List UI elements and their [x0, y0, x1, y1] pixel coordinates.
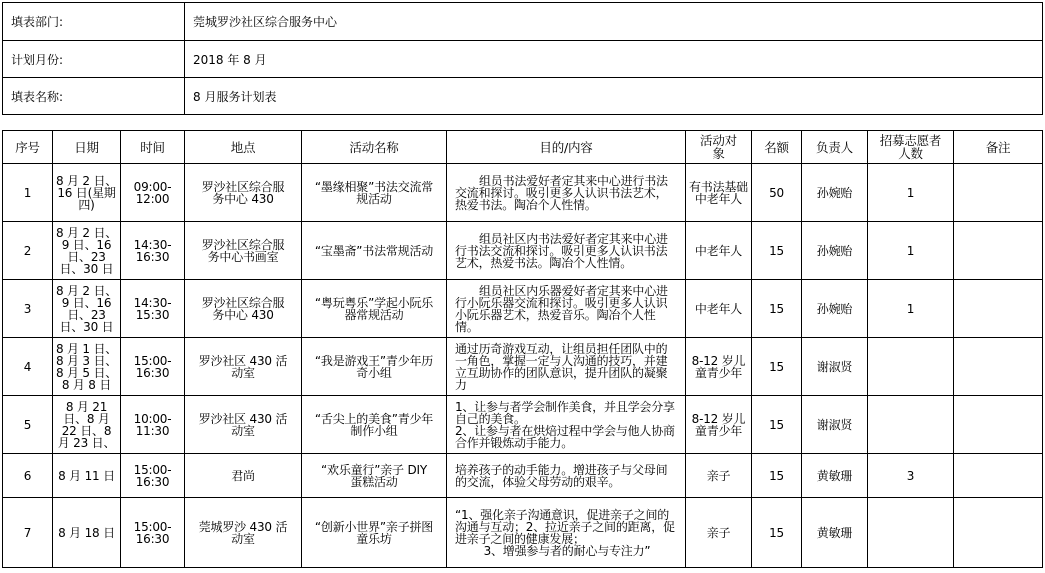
row-note [954, 164, 1043, 222]
row-time: 14:30-15:30 [121, 280, 185, 338]
row-note [954, 222, 1043, 280]
row-target: 中老年人 [686, 280, 752, 338]
row-leader: 孙婉贻 [802, 164, 868, 222]
row-quota: 15 [752, 338, 802, 396]
table-row [3, 396, 1043, 454]
row-purpose-text: 通过历奇游戏互动，让组员担任团队中的一角色，掌握一定与人沟通的技巧，并建立互助协作的团队意识，提升团队的凝聚力 [455, 341, 668, 392]
row-volunteers: 1 [868, 222, 954, 280]
row-note [954, 498, 1043, 568]
row-purpose [447, 396, 686, 454]
row-target: 有书法基础中老年人 [686, 164, 752, 222]
row-place: 罗沙社区 430 活动室 [185, 396, 302, 454]
col-header-place: 地点 [185, 131, 302, 164]
name-value: 8 月服务计划表 [185, 78, 1043, 115]
row-volunteers: 1 [868, 280, 954, 338]
row-volunteers [868, 338, 954, 396]
row-activity: “宝墨斋”书法常规活动 [302, 222, 447, 280]
table-header-row [3, 131, 1043, 164]
row-note [954, 338, 1043, 396]
row-activity: “创新小世界”亲子拼图童乐坊 [302, 498, 447, 568]
row-quota: 15 [752, 498, 802, 568]
row-purpose-item-1: “1、强化亲子沟通意识，促进亲子之间的沟通与互动；2、拉近亲子之间的距离，促进亲子之间的健康发展； [455, 507, 675, 546]
row-volunteers [868, 396, 954, 454]
row-place: 莞城罗沙 430 活动室 [185, 498, 302, 568]
row-quota: 15 [752, 396, 802, 454]
table-row [3, 222, 1043, 280]
row-quota: 15 [752, 280, 802, 338]
row-time: 15:00-16:30 [121, 338, 185, 396]
row-date: 8 月 2 日、9 日、16 日、23 日、30 日 [53, 222, 121, 280]
row-activity: “舌尖上的美食”青少年制作小组 [302, 396, 447, 454]
row-activity: “我是游戏王”青少年历奇小组 [302, 338, 447, 396]
row-purpose-item-2: 2、让参与者在烘焙过程中学会与他人协商合作并锻炼动手能力。 [455, 423, 675, 450]
table-row [3, 280, 1043, 338]
row-time: 09:00-12:00 [121, 164, 185, 222]
row-volunteers: 1 [868, 164, 954, 222]
row-activity: “墨缘相聚”书法交流常规活动 [302, 164, 447, 222]
row-place: 罗沙社区综合服务中心书画室 [185, 222, 302, 280]
row-purpose [447, 280, 686, 338]
row-volunteers: 3 [868, 454, 954, 498]
row-no: 5 [3, 396, 53, 454]
info-row-name [3, 78, 1043, 115]
row-leader: 谢淑贤 [802, 396, 868, 454]
col-header-note: 备注 [954, 131, 1043, 164]
row-quota: 50 [752, 164, 802, 222]
row-note [954, 396, 1043, 454]
row-purpose-text: 培养孩子的动手能力。增进孩子与父母间的交流，体验父母劳动的艰辛。 [455, 462, 668, 489]
row-no: 1 [3, 164, 53, 222]
col-header-leader: 负责人 [802, 131, 868, 164]
row-place: 罗沙社区 430 活动室 [185, 338, 302, 396]
month-label: 计划月份: [3, 41, 185, 78]
row-activity: “粤玩粤乐”学起小阮乐器常规活动 [302, 280, 447, 338]
row-purpose [447, 222, 686, 280]
row-purpose [447, 498, 686, 568]
col-header-purpose: 目的/内容 [447, 131, 686, 164]
name-label: 填表名称: [3, 78, 185, 115]
row-quota: 15 [752, 454, 802, 498]
table-row [3, 164, 1043, 222]
info-table [2, 2, 1043, 115]
row-purpose-text: 组员社区内乐器爱好者定其来中心进行小阮乐器交流和探讨。吸引更多人认识小阮乐器艺术，热爱音乐。陶冶个人性情。 [455, 283, 668, 334]
row-no: 3 [3, 280, 53, 338]
table-row [3, 454, 1043, 498]
row-time: 10:00-11:30 [121, 396, 185, 454]
row-purpose-text: 组员社区内书法爱好者定其来中心进行书法交流和探讨。吸引更多人认识书法艺术，热爱书法。陶冶个人性情。 [455, 231, 668, 270]
col-header-volunteers: 招募志愿者人数 [868, 131, 954, 164]
row-time: 14:30-16:30 [121, 222, 185, 280]
row-volunteers [868, 498, 954, 568]
row-leader: 孙婉贻 [802, 280, 868, 338]
row-no: 6 [3, 454, 53, 498]
col-header-date: 日期 [53, 131, 121, 164]
row-date: 8 月 21 日、8 月 22 日、8 月 23 日、 [53, 396, 121, 454]
month-value: 2018 年 8 月 [185, 41, 1043, 78]
row-date: 8 月 1 日、8 月 3 日、8 月 5 日、8 月 8 日 [53, 338, 121, 396]
row-target: 中老年人 [686, 222, 752, 280]
col-header-quota: 名额 [752, 131, 802, 164]
row-quota: 15 [752, 222, 802, 280]
row-date: 8 月 18 日 [53, 498, 121, 568]
col-header-target: 活动对象 [686, 131, 752, 164]
row-purpose [447, 338, 686, 396]
table-row [3, 338, 1043, 396]
row-purpose [447, 164, 686, 222]
row-target: 8-12 岁儿童青少年 [686, 396, 752, 454]
row-target: 8-12 岁儿童青少年 [686, 338, 752, 396]
col-header-time: 时间 [121, 131, 185, 164]
dept-value: 莞城罗沙社区综合服务中心 [185, 3, 1043, 41]
col-header-activity: 活动名称 [302, 131, 447, 164]
row-no: 4 [3, 338, 53, 396]
row-leader: 谢淑贤 [802, 338, 868, 396]
row-place: 罗沙社区综合服务中心 430 [185, 164, 302, 222]
dept-label: 填表部门: [3, 3, 185, 41]
row-purpose-text: 组员书法爱好者定其来中心进行书法交流和探讨。吸引更多人认识书法艺术，热爱书法。陶冶个人性情。 [455, 173, 668, 212]
info-row-department [3, 3, 1043, 41]
row-date: 8 月 2 日、9 日、16 日、23 日、30 日 [53, 280, 121, 338]
row-note [954, 280, 1043, 338]
row-no: 2 [3, 222, 53, 280]
table-row [3, 498, 1043, 568]
row-purpose-item-2: 3、增强参与者的耐心与专注力” [483, 543, 651, 558]
col-header-no: 序号 [3, 131, 53, 164]
row-purpose-item-1: 1、让参与者学会制作美食，并且学会分享自己的美食。 [455, 399, 675, 426]
plan-table [2, 130, 1043, 568]
row-time: 15:00-16:30 [121, 498, 185, 568]
row-leader: 黄敏珊 [802, 454, 868, 498]
info-row-month [3, 41, 1043, 78]
row-note [954, 454, 1043, 498]
row-leader: 黄敏珊 [802, 498, 868, 568]
row-target: 亲子 [686, 454, 752, 498]
row-target: 亲子 [686, 498, 752, 568]
row-no: 7 [3, 498, 53, 568]
row-purpose [447, 454, 686, 498]
row-place: 罗沙社区综合服务中心 430 [185, 280, 302, 338]
row-date: 8 月 2 日、16 日(星期四) [53, 164, 121, 222]
row-place: 君尚 [185, 454, 302, 498]
row-activity: “欢乐童行”亲子 DIY 蛋糕活动 [302, 454, 447, 498]
row-leader: 孙婉贻 [802, 222, 868, 280]
row-time: 15:00-16:30 [121, 454, 185, 498]
row-date: 8 月 11 日 [53, 454, 121, 498]
